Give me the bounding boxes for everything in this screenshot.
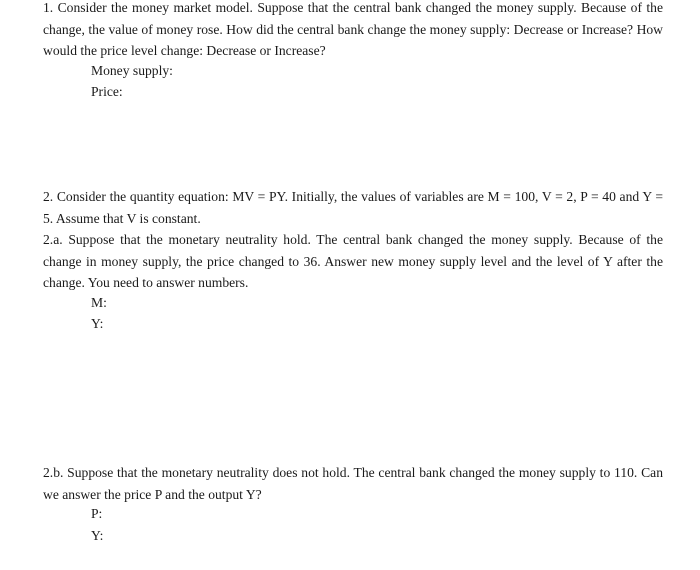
question-2b-text: 2.b. Suppose that the monetary neutrality does not hold. The central bank changed the money supply to 110. Can we answer the price P and the output Y?	[43, 465, 663, 502]
q1-price-label: Price:	[91, 84, 123, 99]
q2a-y-label: Y:	[91, 316, 104, 331]
question-2-text: 2. Consider the quantity equation: MV = PY. Initially, the values of variables are M = 100, V = 2, P = 40 and Y = 5. Assume that V is constant.	[43, 189, 663, 226]
q1-money-supply-label: Money supply:	[91, 63, 173, 78]
question-2a-text: 2.a. Suppose that the monetary neutrality hold. The central bank changed the money supply. Because of the change in money supply, the price changed to 36. Answer new money supply level and the level of Y after the change. You need to answer numbers.	[43, 232, 663, 290]
question-1-text: 1. Consider the money market model. Suppose that the central bank changed the money supply. Because of the change, the value of money rose. How did the central bank change the money supply: Decrease or Increase? How would the price level change: Decrease or Increase?	[43, 0, 663, 58]
q2a-m-label: M:	[91, 295, 107, 310]
q2b-p-label: P:	[91, 506, 103, 521]
q2b-y-label: Y:	[91, 528, 104, 543]
